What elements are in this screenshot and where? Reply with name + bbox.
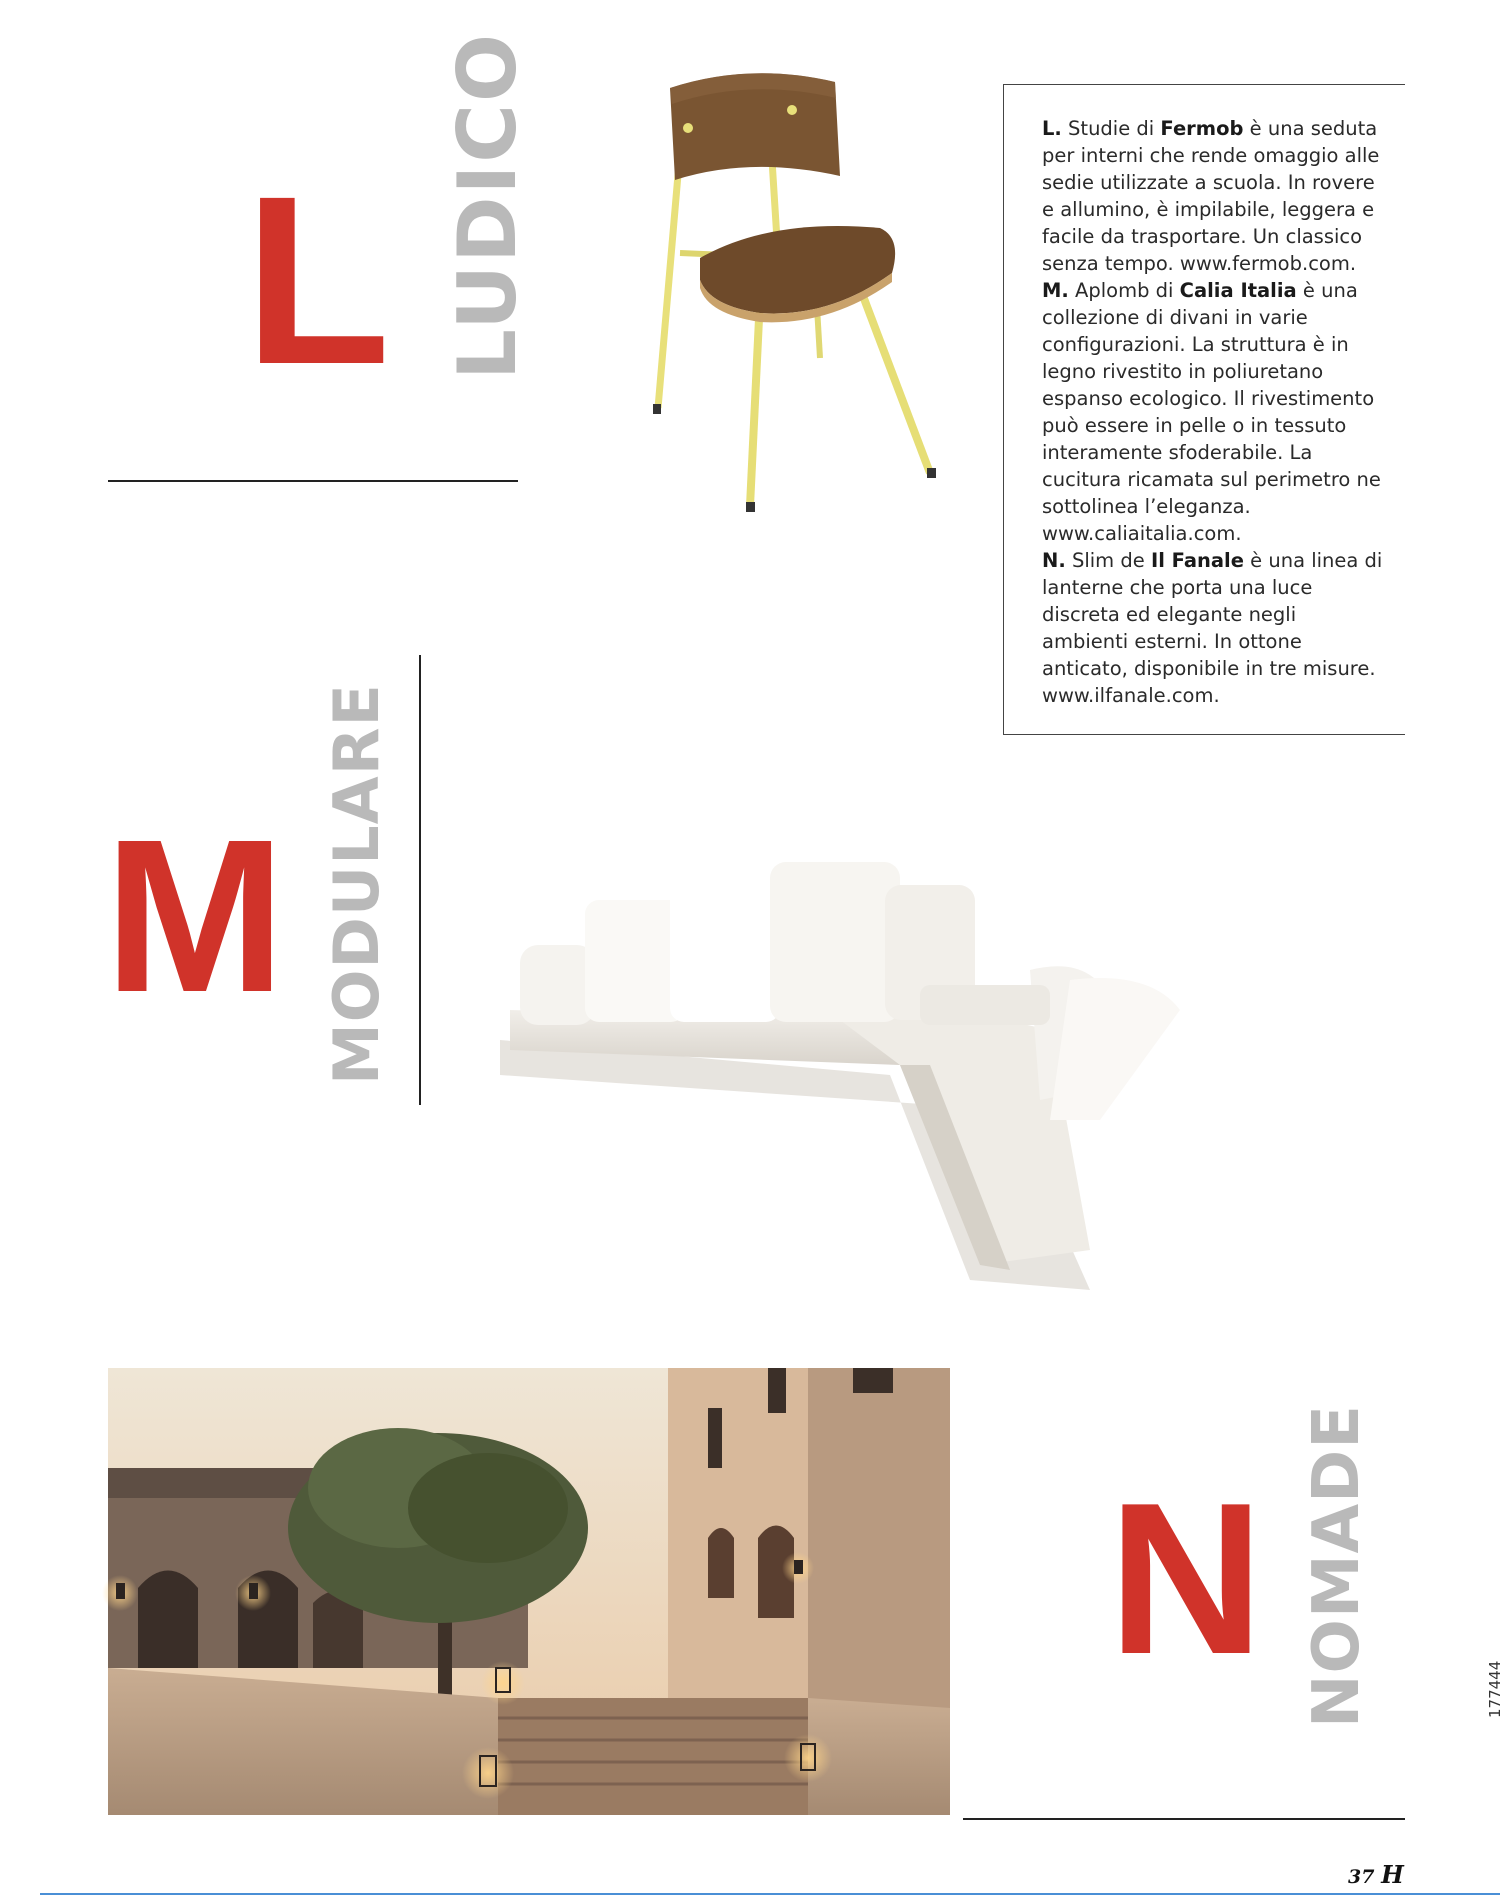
n-body: è una linea di lanterne che porta una luce discreta ed elegante negli ambienti esterni. In ottone anticato, disponibile in tre misure. www.ilfanale.com. [1042, 549, 1383, 707]
rule-l [108, 480, 518, 482]
word-modulare: MODULARE [320, 683, 393, 1085]
brand-fermob: Fermob [1160, 117, 1244, 140]
brand-calia-italia: Calia Italia [1179, 279, 1297, 302]
description-box [1003, 84, 1405, 735]
chair-image [640, 68, 960, 514]
description-paragraph [1042, 115, 1387, 709]
letter-m: M [104, 795, 286, 1038]
l-body: è una seduta per interni che rende omaggio alle sedie utilizzate a scuola. In rovere e allumino, è impilabile, leggera e facile da trasportare. Un classico senza tempo. www.fermob.com. [1042, 117, 1380, 275]
rule-n [963, 1818, 1405, 1820]
sofa-image [490, 860, 1290, 1290]
page-number: 37 [1348, 1866, 1375, 1888]
m-body: è una collezione di divani in varie configurazioni. La struttura è in legno rivestito in poliuretano espanso ecologico. Il rivestimento può essere in pelle o in tessuto interamente sfoderabile. La cucitura ricamata sul perimetro ne sottolinea l’eleganza. www.caliaitalia.com. [1042, 279, 1381, 545]
letter-l: L [244, 146, 391, 414]
magazine-logo: H [1381, 1860, 1404, 1889]
l-pre: Studie di [1068, 117, 1155, 140]
marker-n: N. [1042, 549, 1066, 572]
marker-m: M. [1042, 279, 1069, 302]
m-pre: Aplomb di [1075, 279, 1174, 302]
n-pre: Slim de [1071, 549, 1145, 572]
marker-l: L. [1042, 117, 1062, 140]
word-nomade: NOMADE [1300, 1403, 1374, 1728]
letter-n: N [1108, 1457, 1264, 1699]
rule-m-vertical [419, 655, 421, 1105]
courtyard-photo [108, 1368, 950, 1815]
side-code: 177444 [1486, 1660, 1504, 1718]
page-number-area [1348, 1860, 1404, 1889]
brand-il-fanale: Il Fanale [1150, 549, 1244, 572]
footer-line [40, 1893, 1500, 1895]
word-ludico: LUDICO [441, 32, 534, 380]
